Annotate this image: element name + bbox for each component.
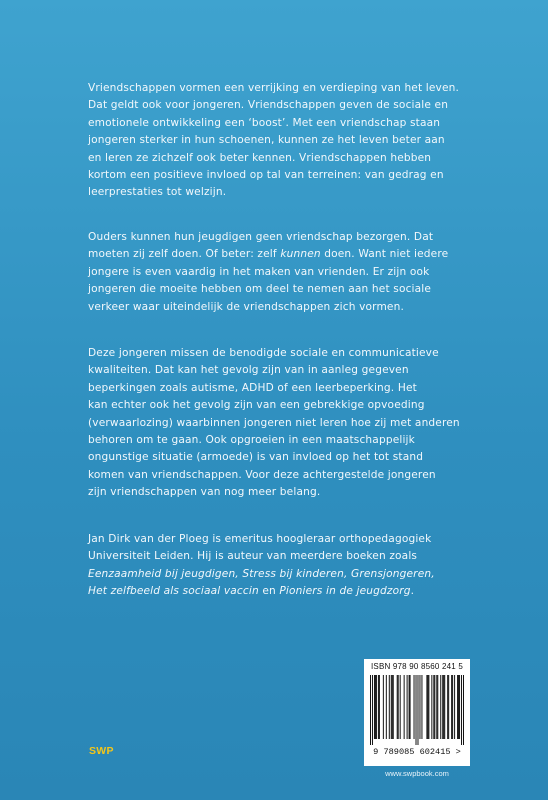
barcode-bar	[409, 675, 410, 739]
barcode-bar	[451, 675, 452, 739]
text-line	[88, 583, 480, 600]
text-line: verkeer waar uiteindelijk de vriendschappen zich vormen.	[88, 300, 404, 313]
text-line: jongeren die moeite hebben om deel te nemen aan het sociale	[88, 283, 432, 296]
barcode-bar	[392, 675, 393, 739]
barcode-bar	[431, 675, 432, 739]
intro-paragraph	[88, 80, 480, 202]
text-line: beperkingen zoals autisme, ADHD of een leerbeperking. Het	[88, 381, 417, 394]
barcode-bar	[375, 675, 376, 739]
barcode-bar	[416, 675, 417, 745]
barcode-bar	[463, 675, 464, 745]
barcode-bar	[428, 675, 429, 739]
barcode-bar	[383, 675, 384, 739]
author-bio-paragraph	[88, 531, 480, 601]
barcode-bar	[433, 675, 434, 739]
text-fragment: doen. Want niet iedere	[320, 248, 449, 261]
text-line: en leren ze zichzelf ook beter kennen. Vriendschappen hebben	[88, 151, 432, 164]
barcode-bar	[374, 675, 375, 739]
text-line: emotionele ontwikkeling een ‘boost’. Met een vriendschap staan	[88, 116, 441, 129]
text-line: zijn vriendschappen van nog meer belang.	[88, 486, 321, 499]
barcode-bar	[379, 675, 380, 739]
publisher-website: www.swpbook.com	[385, 769, 449, 778]
barcode-bar	[404, 675, 405, 739]
barcode-bars	[370, 675, 464, 745]
barcode-bar	[398, 675, 399, 739]
text-fragment: en	[258, 585, 280, 598]
barcode-bar	[452, 675, 453, 739]
barcode-bar	[397, 675, 398, 739]
parents-paragraph	[88, 229, 480, 316]
barcode-bar	[421, 675, 422, 739]
text-line: komen van vriendschappen. Voor deze achtergestelde jongeren	[88, 468, 436, 481]
barcode-bar	[427, 675, 428, 739]
barcode-bar	[389, 675, 390, 739]
barcode-bar	[400, 675, 401, 739]
barcode-bar	[391, 675, 392, 739]
barcode-bar	[407, 675, 408, 739]
barcode-bar	[372, 675, 373, 745]
text-line: jongere is even vaardig in het maken van vrienden. Er zijn ook	[88, 265, 430, 278]
text-line: behoren om te gaan. Ook opgroeien in een maatschappelijk	[88, 434, 415, 447]
text-line: leerprestaties tot welzijn.	[88, 186, 227, 199]
barcode-bar	[386, 675, 387, 739]
text-fragment: .	[410, 585, 415, 598]
publisher-logo: SWP	[89, 745, 114, 757]
barcode-bar	[461, 675, 462, 745]
barcode-bar	[410, 675, 411, 739]
text-line: Dat geldt ook voor jongeren. Vriendschappen geven de sociale en	[88, 99, 449, 112]
text-line: jongeren sterker in hun schoenen, kunnen ze het leven beter aan	[88, 134, 445, 147]
youth-paragraph	[88, 345, 480, 502]
barcode-bar	[434, 675, 435, 739]
barcode-bar	[457, 675, 458, 739]
text-line: ongunstige situatie (armoede) is van invloed op het tot stand	[88, 451, 424, 464]
book-title: Pioniers in de jeugdzorg	[279, 585, 411, 598]
barcode-bar	[443, 675, 444, 739]
text-line: kwaliteiten. Dat kan het gevolg zijn van in aanleg gegeven	[88, 364, 409, 377]
italic-word: kunnen	[280, 248, 321, 261]
text-line	[88, 246, 480, 263]
barcode-bar	[370, 675, 371, 745]
barcode-bar	[426, 675, 427, 739]
text-line: Ouders kunnen hun jeugdigen geen vriendschap bezorgen. Dat	[88, 231, 434, 243]
isbn-label: ISBN 978 90 8560 241 5	[370, 662, 464, 671]
barcode-bar	[437, 675, 438, 739]
text-line: kortom een positieve invloed op tal van terreinen: van gedrag en	[88, 169, 444, 182]
barcode-bar	[417, 675, 418, 745]
barcode-bar	[440, 675, 441, 739]
isbn-barcode	[364, 659, 470, 766]
text-line: Vriendschappen vormen een verrijking en verdieping van het leven.	[88, 82, 460, 94]
barcode-bar	[442, 675, 443, 739]
text-line: Deze jongeren missen de benodigde sociale en communicatieve	[88, 347, 439, 359]
barcode-bar	[447, 675, 448, 739]
text-line: Universiteit Leiden. Hij is auteur van meerdere boeken zoals	[88, 550, 418, 563]
book-title: Het zelfbeeld als sociaal vaccin	[88, 585, 259, 598]
barcode-bar	[444, 675, 445, 739]
book-titles-line: Eenzaamheid bij jeugdigen, Stress bij kinderen, Grensjongeren,	[88, 567, 435, 580]
text-line: (verwaarlozing) waarbinnen jongeren niet leren hoe zij met anderen	[88, 416, 460, 429]
text-line: Jan Dirk van der Ploeg is emeritus hoogleraar orthopedagogiek	[88, 533, 432, 545]
barcode-bar	[393, 675, 394, 739]
barcode-bar	[376, 675, 377, 739]
barcode-digits: 9 789085 602415 >	[373, 747, 461, 757]
barcode-bar	[454, 675, 455, 739]
text-line: kan echter ook het gevolg zijn van een gebrekkige opvoeding	[88, 399, 425, 412]
barcode-bar	[448, 675, 449, 739]
barcode-bar	[458, 675, 459, 739]
text-fragment: moeten zij zelf doen. Of beter: zelf	[88, 248, 281, 261]
barcode-bar	[459, 675, 460, 739]
barcode-bar	[378, 675, 379, 739]
barcode-bar	[414, 675, 415, 739]
barcode-bar	[436, 675, 437, 739]
barcode-bar	[419, 675, 420, 739]
